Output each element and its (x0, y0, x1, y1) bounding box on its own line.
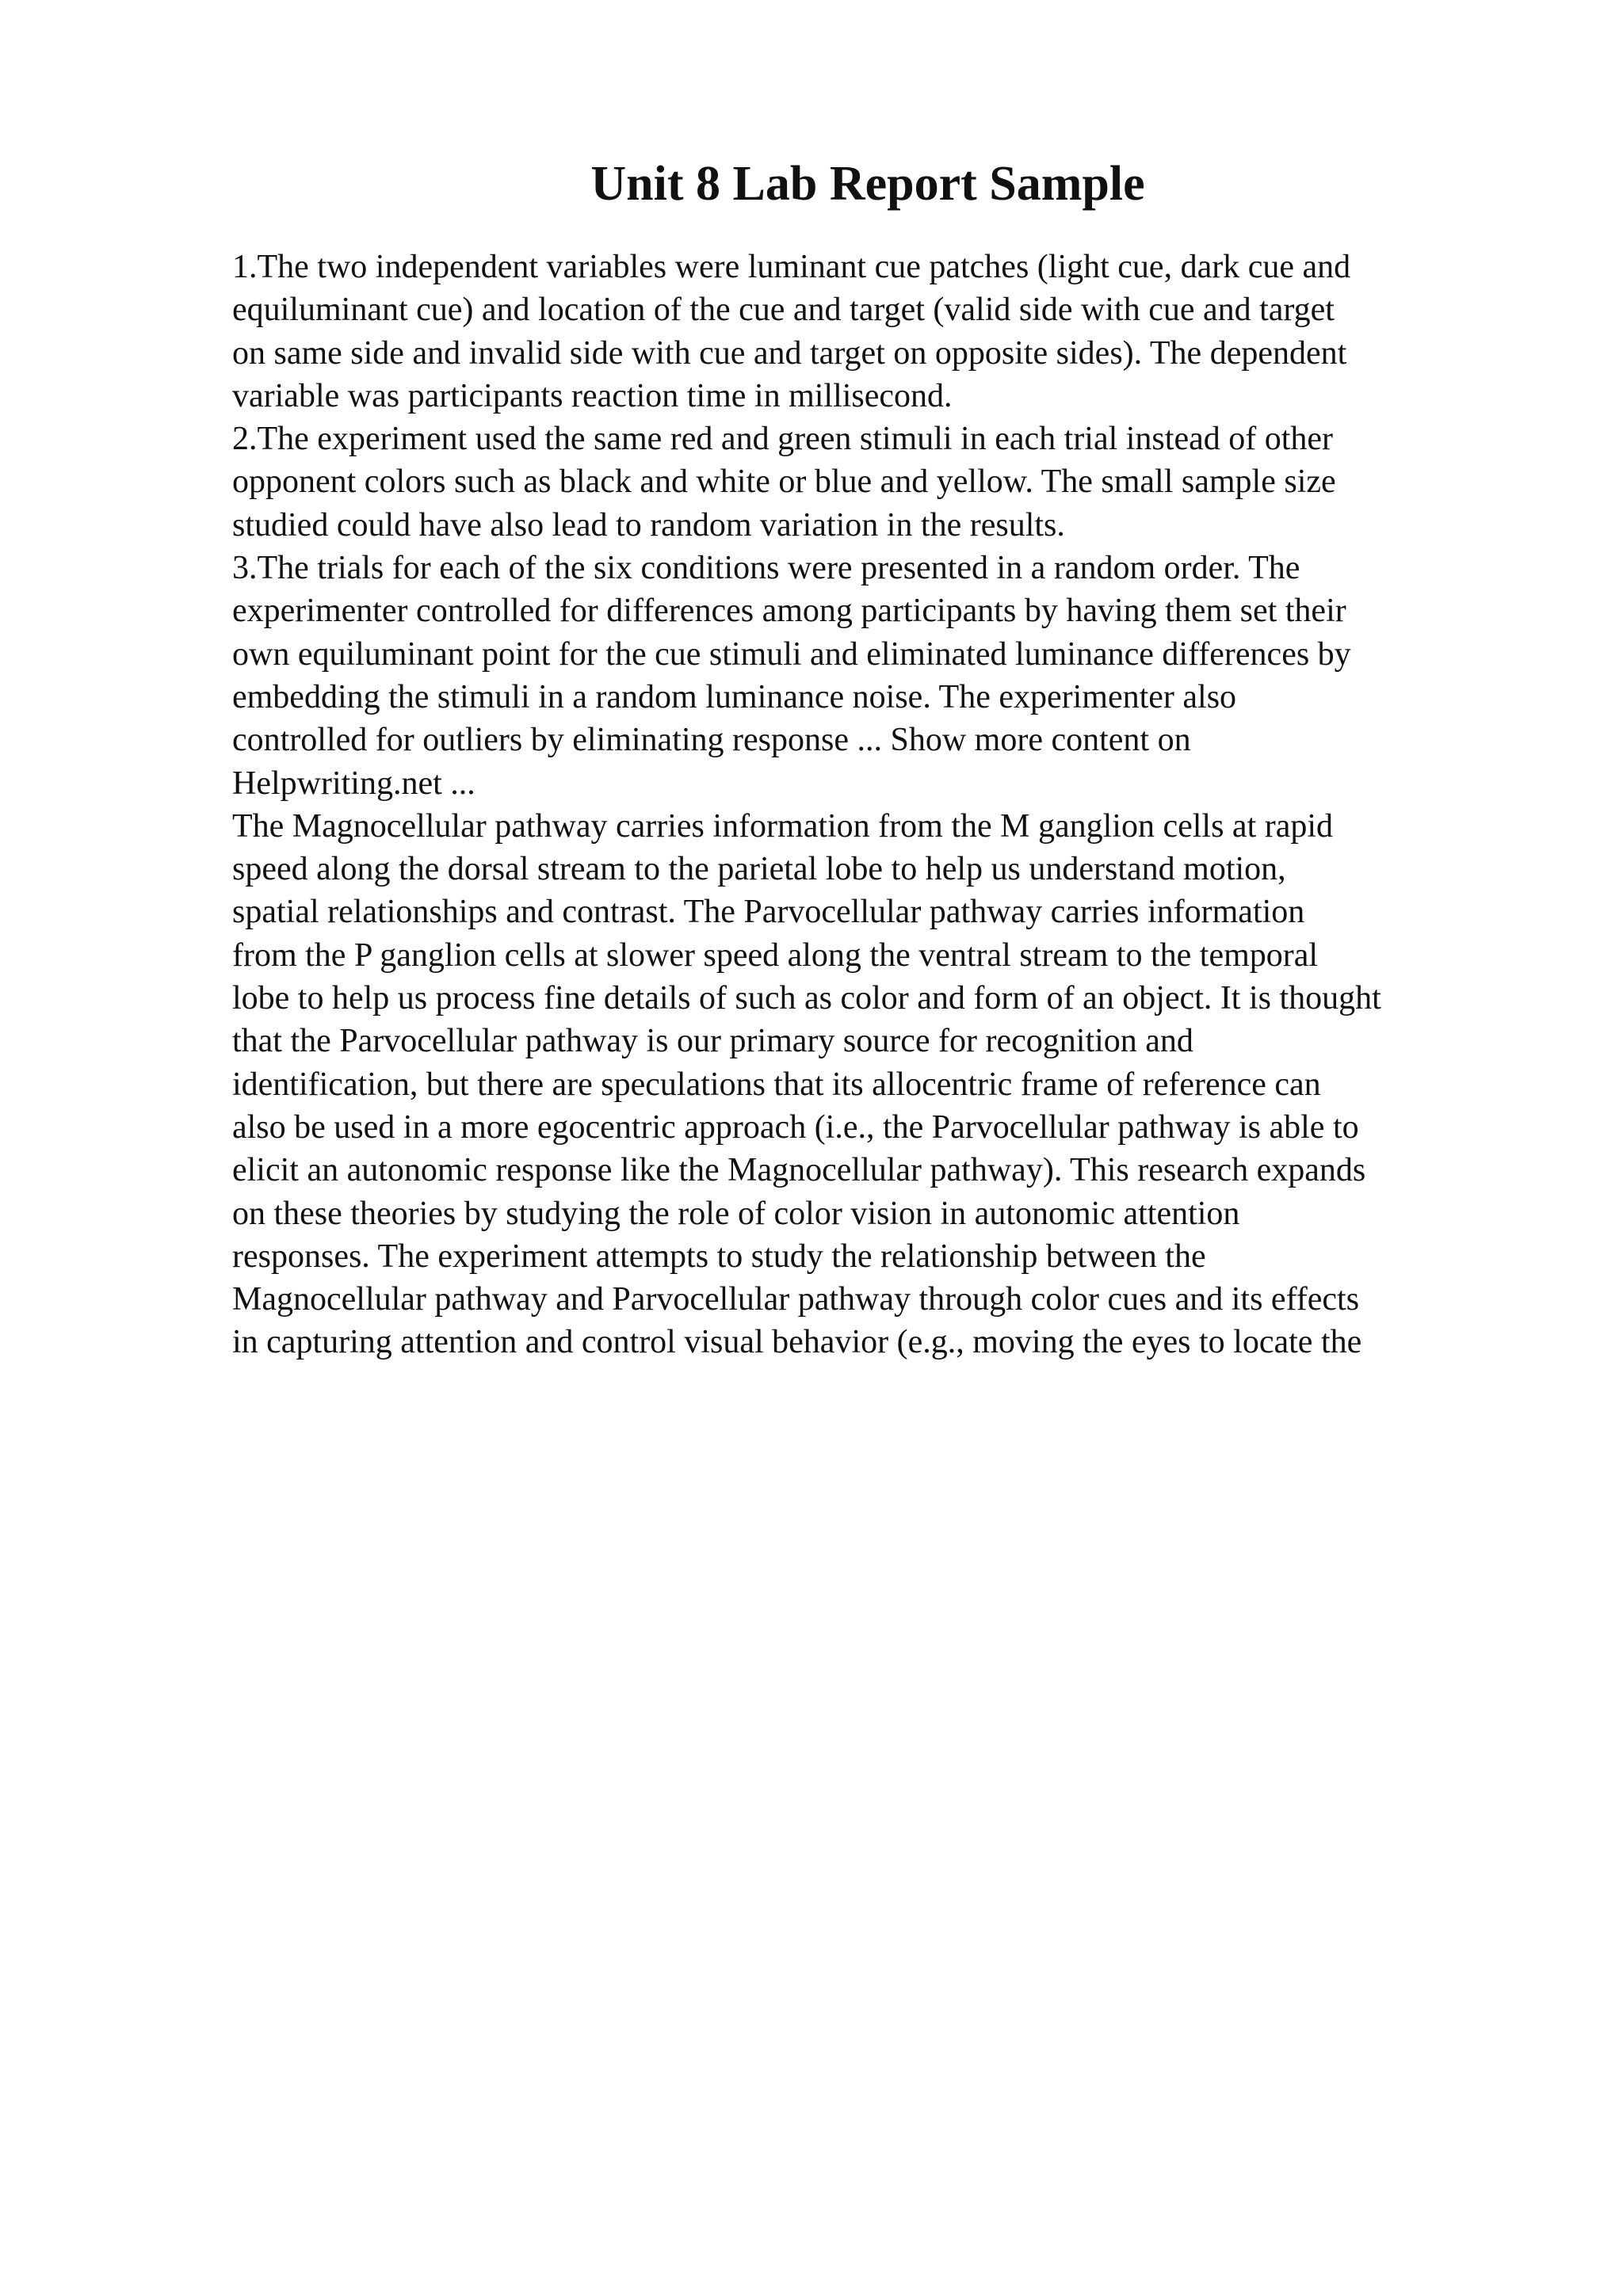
text-line: identification, but there are speculations that its allocentric frame of reference can (232, 1066, 1321, 1103)
text-line: 3.The trials for each of the six conditions were presented in a random order. The (232, 550, 1300, 587)
document-title: Unit 8 Lab Report Sample (590, 157, 1145, 211)
text-line: variable was participants reaction time in millisecond. (232, 377, 953, 414)
text-line: equiluminant cue) and location of the cue and target (valid side with cue and target (232, 292, 1335, 329)
text-line: studied could have also lead to random variation in the results. (232, 506, 1065, 543)
text-line: lobe to help us process fine details of such as color and form of an object. It is thought (232, 980, 1381, 1017)
text-line: own equiluminant point for the cue stimuli and eliminated luminance differences by (232, 635, 1351, 673)
text-line: from the P ganglion cells at slower speed along the ventral stream to the temporal (232, 936, 1319, 974)
text-line: 1.The two independent variables were luminant cue patches (light cue, dark cue and (232, 249, 1351, 285)
text-line: controlled for outliers by eliminating response ... Show more content on (232, 722, 1191, 759)
text-line: responses. The experiment attempts to study the relationship between the (232, 1238, 1206, 1275)
text-line: embedding the stimuli in a random luminance noise. The experimenter also (232, 678, 1237, 715)
text-line: elicit an autonomic response like the Magnocellular pathway). This research expands (232, 1152, 1366, 1189)
document-body (232, 246, 1516, 1364)
text-line: spatial relationships and contrast. The Parvocellular pathway carries information (232, 894, 1305, 931)
text-line: Helpwriting.net ... (232, 765, 475, 802)
text-line: experimenter controlled for differences among participants by having them set their (232, 593, 1346, 630)
text-line: that the Parvocellular pathway is our primary source for recognition and (232, 1023, 1193, 1060)
text-line: speed along the dorsal stream to the parietal lobe to help us understand motion, (232, 851, 1286, 888)
text-line: on these theories by studying the role of color vision in autonomic attention (232, 1195, 1240, 1232)
text-line: on same side and invalid side with cue and target on opposite sides). The dependent (232, 334, 1347, 372)
text-line: also be used in a more egocentric approach (i.e., the Parvocellular pathway is able to (232, 1108, 1359, 1146)
text-line: opponent colors such as black and white or blue and yellow. The small sample size (232, 463, 1336, 501)
text-line: 2.The experiment used the same red and green stimuli in each trial instead of other (232, 421, 1334, 458)
text-line: The Magnocellular pathway carries information from the M ganglion cells at rapid (232, 807, 1334, 845)
text-line: in capturing attention and control visual behavior (e.g., moving the eyes to locate the (232, 1324, 1362, 1361)
text-line: Magnocellular pathway and Parvocellular pathway through color cues and its effects (232, 1281, 1360, 1318)
